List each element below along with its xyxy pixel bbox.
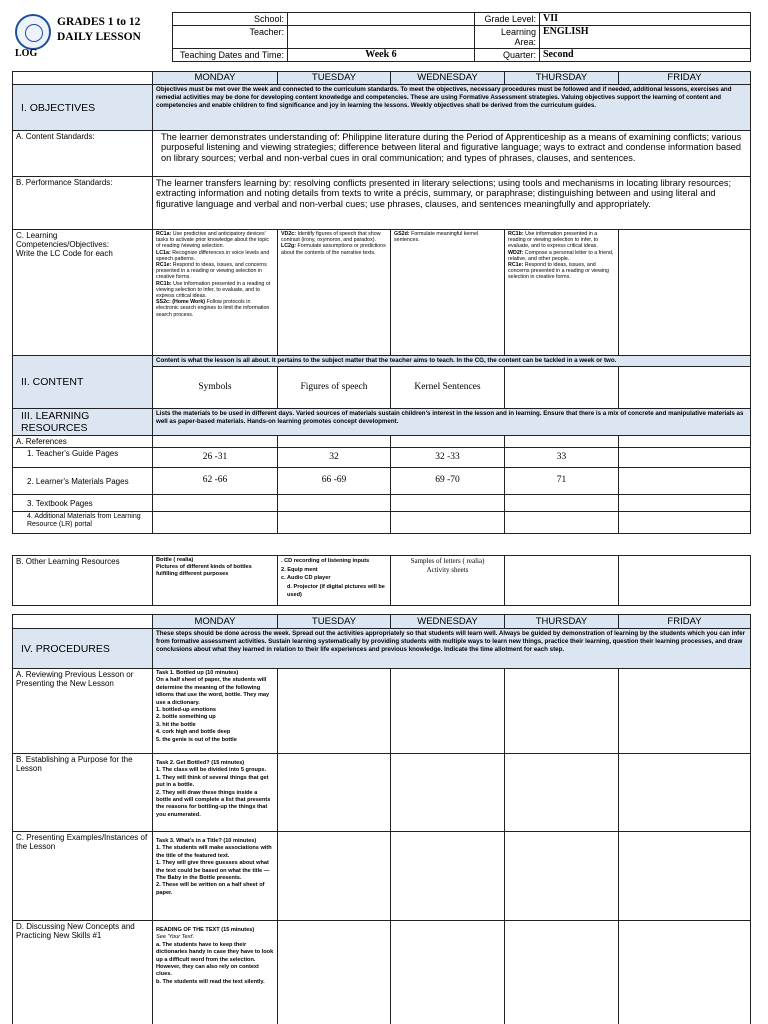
corner-cell [13,72,153,85]
textbook-cell [391,495,505,512]
step-d-label: D. Discussing New Concepts and Practicing New Skills #1 [13,921,153,1024]
step-d-thursday [505,921,619,1024]
day-tuesday: TUESDAY [278,72,391,85]
content-standards-label: A. Content Standards: [13,131,153,177]
lm-thursday: 71 [505,468,619,495]
other-resources-table [12,555,751,606]
dates-label: Teaching Dates and Time: [173,49,288,62]
task-line: 1. They will give three guesses about what the text could be based on what the title —The Baby in the Bottle presents. [156,860,270,882]
day-wednesday: WEDNESDAY [391,615,505,629]
content-thursday [505,367,619,409]
ref-cell [153,436,278,448]
corner-cell [13,615,153,629]
step-d-tuesday [278,921,391,1024]
content-heading: II. CONTENT [13,356,153,409]
competencies-monday [153,230,278,356]
tg-label: 1. Teacher's Guide Pages [13,448,153,468]
content-wednesday: Kernel Sentences [391,367,505,409]
performance-standards-label: B. Performance Standards: [13,177,153,230]
competencies-sub-text: Write the LC Code for each [16,249,113,258]
step-c-tuesday [278,832,391,921]
step-a-monday [153,669,278,754]
day-thursday: THURSDAY [505,615,619,629]
textbook-cell [505,495,619,512]
step-b-friday [619,754,751,832]
tg-friday [619,448,751,468]
other-item: Samples of letters ( realia) [410,557,485,565]
content-standards-text: The learner demonstrates understanding of: Philippine literature during the Period of Apprenticeship as a means of examining conflicts; various purposeful listening and viewing strategies; difference between literal and figurative language; ways to extract and condense information based on library sources; verbal and non-verbal cues in oral communication; and types of phrases, clauses, and sentences. [153,131,751,177]
task-line: a. The students have to keep their dictionaries handy in case they have to look up a difficult word from the selection. However, they can also rely on context clues. [156,941,274,978]
lc-item: VD2c: Identify figures of speech that show contrast (irony, oxymoron, and paradox). [281,231,381,244]
task-line: On a half sheet of paper, the students will determine the meaning of the following idioms that use the word, bottle. They may use a dictionary. [156,677,270,706]
other-item: d. Projector (if digital pictures will be used) [287,583,385,598]
other-monday [153,556,278,606]
other-item: Activity sheets [426,565,469,574]
step-a-tuesday [278,669,391,754]
performance-standards-text: The learner transfers learning by: resolving conflicts presented in literary selections; using tools and mechanisms in locating library resources; extracting information and noting details from texts to write a précis, summary, or paraphrase; distinguishing between and using literal and figurative language and verbal and non-verbal cues; use phrases, clauses, and sentences meaningfully and appropriately. [153,177,751,230]
learning-area-label: Learning Area: [475,26,540,49]
task-line: 1. The students will make associations with the title of the featured text. [156,845,272,859]
lc-item: RC1e: Respond to ideas, issues, and concerns presented in a reading or viewing selection in creative forms. [508,262,609,281]
task-title: Task 3. What's in a Title? (10 minutes) [156,838,257,844]
lm-wednesday: 69 -70 [391,468,505,495]
step-d-friday [619,921,751,1024]
ref-cell [278,436,391,448]
procedures-heading: IV. PROCEDURES [13,629,153,669]
step-b-wednesday [391,754,505,832]
title-line-1: GRADES 1 to 12 [57,16,141,28]
other-item: 2. Equip ment [281,566,318,573]
task-title: READING OF THE TEXT (15 minutes) [156,927,255,933]
lm-monday: 62 -66 [153,468,278,495]
task-line: 5. the genie is out of the bottle [156,736,237,743]
other-thursday [505,556,619,606]
task-line: 1. The class will be divided into 5 groups. [156,767,267,774]
step-b-monday [153,754,278,832]
lm-friday [619,468,751,495]
step-a-friday [619,669,751,754]
title-line-3: LOG [15,48,38,59]
lc-item: RC1b: Use information presented in a reading or viewing selection to infer, to evaluate, and to express critical ideas. [508,231,599,250]
other-resources-label: B. Other Learning Resources [13,556,153,606]
dates-value[interactable]: Week 6 [288,49,475,62]
lm-tuesday: 66 -69 [278,468,391,495]
lc-item: RC1b: Use information presented in a reading or viewing selection to infer, to evaluate, and to express critical ideas. [156,280,271,300]
resources-note: Lists the materials to be used in different days. Varied sources of materials sustain children's interest in the lesson and in learning. Ensure that there is a mix of concrete and manipulative materials as well as paper-based materials. Hands-on learning promotes concept development. [153,409,751,436]
other-tuesday [278,556,391,606]
step-b-thursday [505,754,619,832]
objectives-content-resources-table [12,71,751,534]
lc-item: LC2g: Formulate assumptions or predictions about the contents of the narrative texts. [281,243,386,256]
competencies-tuesday [278,230,391,356]
tg-tuesday: 32 [278,448,391,468]
textbook-label: 3. Textbook Pages [13,495,153,512]
competencies-thursday [505,230,619,356]
competencies-wednesday [391,230,505,356]
task-title: Task 2. Get Bottled? (15 minutes) [156,760,245,766]
content-tuesday: Figures of speech [278,367,391,409]
learning-area-value[interactable]: ENGLISH [540,26,751,49]
content-monday: Symbols [153,367,278,409]
day-thursday: THURSDAY [505,72,619,85]
school-field[interactable] [288,13,475,26]
objectives-heading: I. OBJECTIVES [13,85,153,131]
header-info-table [172,12,751,62]
quarter-label: Quarter: [475,49,540,62]
task-line: 1. They will think of several things that get put in a bottle. [156,774,269,789]
lm-label: 2. Learner's Materials Pages [13,468,153,495]
other-item: . CD recording of listening inputs [281,558,370,564]
step-c-friday [619,832,751,921]
additional-cell [391,512,505,534]
step-a-wednesday [391,669,505,754]
step-d-wednesday [391,921,505,1024]
other-item: Pictures of different kinds of bottles [156,563,252,570]
quarter-value[interactable]: Second [540,49,751,62]
resources-heading: III. LEARNING RESOURCES [13,409,153,436]
school-label: School: [173,13,288,26]
day-monday: MONDAY [153,72,278,85]
form-title [57,15,141,45]
content-note: Content is what the lesson is all about. It pertains to the subject matter that the teacher aims to teach. In the CG, the content can be tackled in a week or two. [153,356,751,367]
tg-wednesday: 32 -33 [391,448,505,468]
textbook-cell [153,495,278,512]
competencies-label [13,230,153,356]
additional-cell [505,512,619,534]
step-c-wednesday [391,832,505,921]
procedures-note: These steps should be done across the week. Spread out the activities appropriately so that students will learn well. Always be guided by demonstration of learning by the students which you can infer from formative assessment activities. Sustain learning systematically by providing students with multiple ways to learn new things, practice their learning, question their learning processes, and draw conclusions about what they learned in relation to their life experiences and previous knowledge. Indicate the time allotment for each step. [153,629,751,669]
other-item: fulfilling different purposes [156,570,229,577]
tg-thursday: 33 [505,448,619,468]
day-friday: FRIDAY [619,615,751,629]
title-line-2: DAILY LESSON [57,31,141,43]
step-c-monday [153,832,278,921]
additional-materials-label: 4. Additional Materials from Learning Resource (LR) portal [13,512,153,534]
tg-monday: 26 -31 [153,448,278,468]
teacher-field[interactable] [288,26,475,49]
step-b-label: B. Establishing a Purpose for the Lesson [13,754,153,832]
additional-cell [278,512,391,534]
other-friday [619,556,751,606]
task-line: 2. bottle something up [156,714,216,721]
task-title: Task 1. Bottled up (10 minutes) [156,670,239,676]
objectives-note: Objectives must be met over the week and connected to the curriculum standards. To meet the objectives, necessary procedures must be followed and if needed, additional lessons, exercises and remedial activities may be done for developing content knowledge and competencies. These are using Formative Assessment strategies. Valuing objectives support the learning of content and competencies and enable children to find significance and joy in learning the lessons. Weekly objectives shall be derived from the curriculum guides. [153,85,751,131]
day-friday: FRIDAY [619,72,751,85]
task-subtitle: See 'Your Text'. [156,934,195,941]
day-wednesday: WEDNESDAY [391,72,505,85]
task-line: 3. hit the bottle [156,721,196,728]
step-c-label: C. Presenting Examples/Instances of the Lesson [13,832,153,921]
procedures-table [12,614,751,1024]
teacher-label: Teacher: [173,26,288,49]
lc-item: GS2d: Formulate meaningful kernel sentences. [394,231,479,244]
deped-seal-logo [15,14,51,50]
grade-level-label: Grade Level: [475,13,540,26]
additional-cell [619,512,751,534]
ref-cell [391,436,505,448]
task-line: 2. They will draw these things inside a bottle and will complete a list that presents the reasons for bottling-up the things that you enumerated. [156,789,271,818]
lc-item: RC1e: Respond to ideas, issues, and concerns presented in a reading or viewing selection in creative forms. [156,262,267,281]
other-wednesday [391,556,505,606]
step-a-thursday [505,669,619,754]
content-friday [619,367,751,409]
day-tuesday: TUESDAY [278,615,391,629]
task-line: b. The students will read the text silently. [156,978,265,985]
step-a-label: A. Reviewing Previous Lesson or Presenting the New Lesson [13,669,153,754]
textbook-cell [619,495,751,512]
lc-item: LC1a: Recognize differences in voice levels and speech patterns. [156,249,270,262]
additional-cell [153,512,278,534]
task-line: 4. cork high and bottle deep [156,729,231,736]
competencies-label-text: C. Learning Competencies/Objectives: [16,231,109,249]
lc-item: RC1a: Use predictive and anticipatory devices' tasks to activate prior knowledge about the topic of reading /viewing selection. [156,231,270,250]
grade-level-value[interactable]: VII [540,13,751,26]
day-monday: MONDAY [153,615,278,629]
step-b-tuesday [278,754,391,832]
ref-cell [505,436,619,448]
step-d-monday [153,921,278,1024]
task-line: 2. These will be written on a half sheet of paper. [156,882,265,896]
other-item: Bottle ( realia) [156,557,194,563]
competencies-friday [619,230,751,356]
lc-item: WD2f: Compose a personal letter to a friend, relative, and other people. [508,249,614,262]
lc-item: SS2c: (Home Work) Follow protocols in electronic search engines to limit the information search process. [156,299,270,318]
references-label: A. References [13,436,153,448]
other-item: c. Audio CD player [281,575,331,581]
task-line: 1. bottled-up emotions [156,707,216,714]
textbook-cell [278,495,391,512]
step-c-thursday [505,832,619,921]
ref-cell [619,436,751,448]
